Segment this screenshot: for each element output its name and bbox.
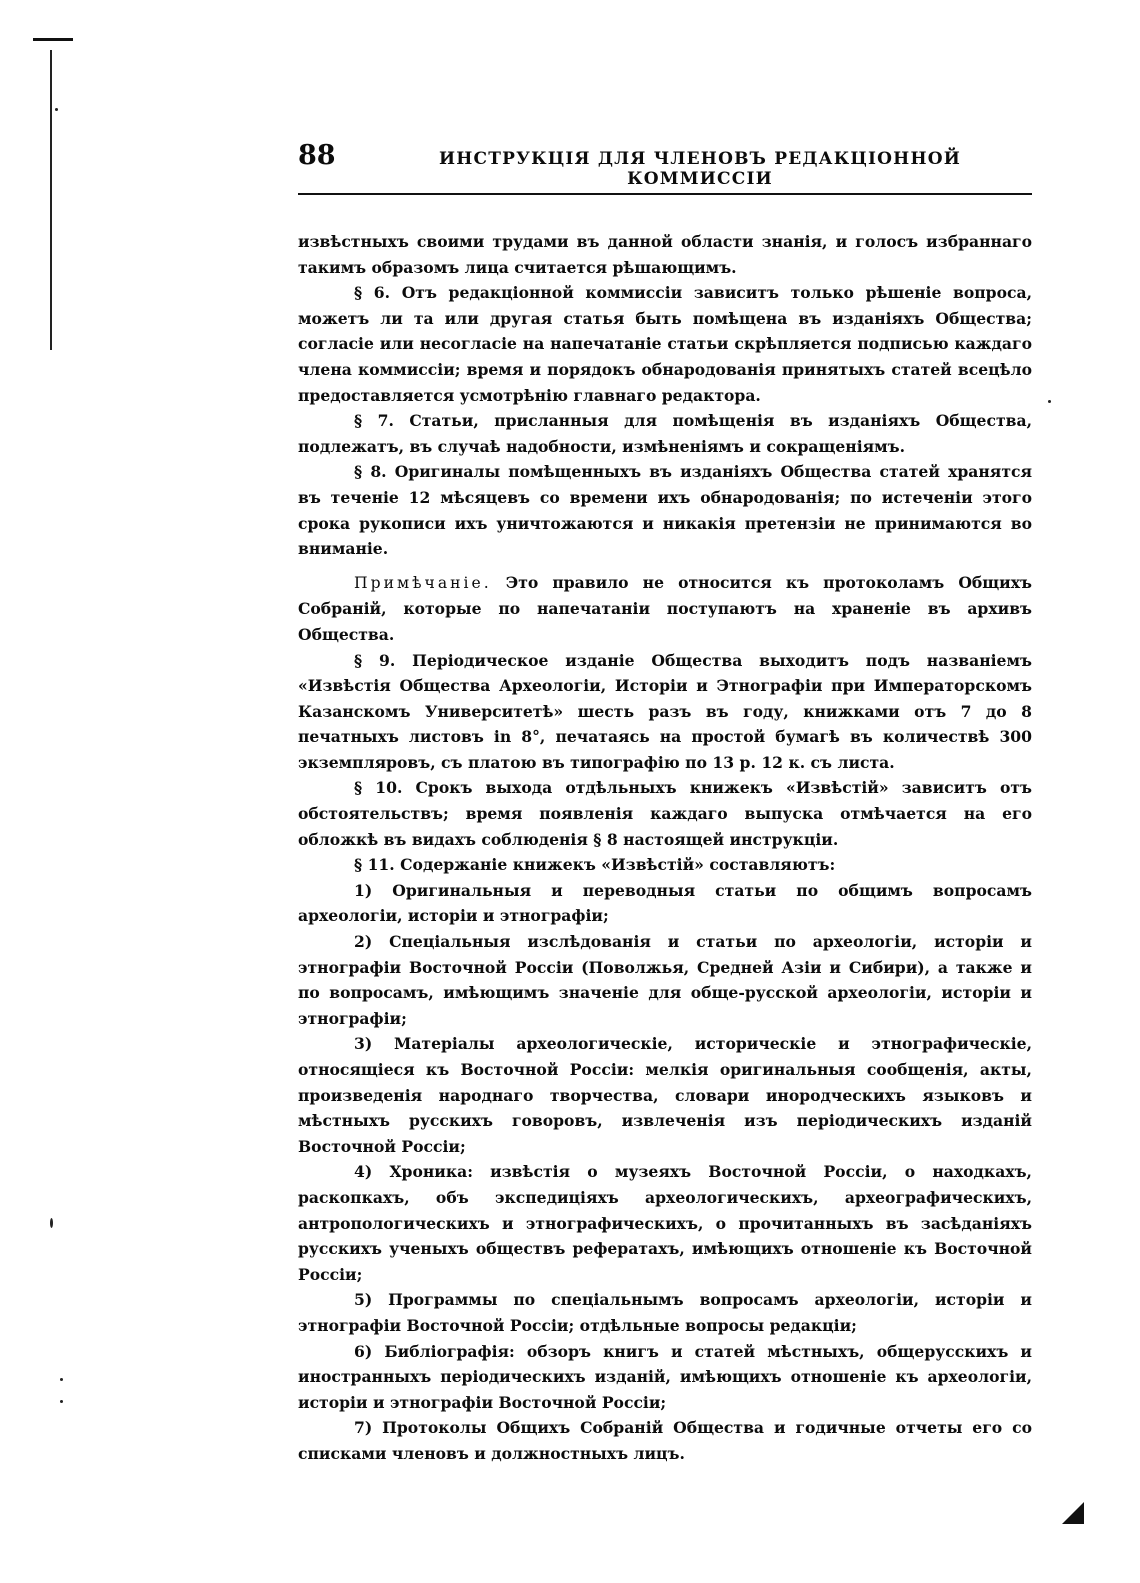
- paragraph-section-10: § 10. Срокъ выхода отдѣльныхъ книжекъ «Извѣстій» зависитъ отъ обстоятельствъ; время появленія каждаго выпуска отмѣчается на его обложкѣ въ видахъ соблюденія § 8 настоящей инструкціи.: [298, 778, 1032, 849]
- document-page: [298, 140, 1032, 1467]
- note-label: Примѣчаніе.: [354, 573, 492, 592]
- scan-speck: [60, 1378, 63, 1381]
- list-item-5: 5) Программы по спеціальнымъ вопросамъ археологіи, исторіи и этнографіи Восточной Россіи; отдѣльные вопросы редакціи;: [298, 1290, 1032, 1335]
- scan-speck: [1048, 400, 1051, 403]
- scan-speck: [55, 108, 58, 111]
- list-item-6: 6) Библіографія: обзоръ книгъ и статей мѣстныхъ, общерусскихъ и иностранныхъ періодическихъ изданій, имѣющихъ отношеніе къ археологіи, исторіи и этнографіи Восточной Россіи;: [298, 1341, 1032, 1412]
- scan-corner-mark: [1062, 1502, 1084, 1524]
- paragraph-section-6: § 6. Отъ редакціонной коммиссіи зависитъ только рѣшеніе вопроса, можетъ ли та или другая статья быть помѣщена въ изданіяхъ Общества; согласіе или несогласіе на напечатаніе статьи скрѣпляется подписью каждаго члена коммиссіи; время и порядокъ обнародованія принятыхъ статей всецѣло предоставляется усмотрѣнію главнаго редактора.: [298, 283, 1032, 405]
- note-text: Это правило не относится къ протоколамъ Общихъ Собраній, которые по напечатаніи поступаютъ на храненіе въ архивъ Общества.: [298, 572, 1032, 644]
- scan-edge-mark: [33, 38, 73, 41]
- paragraph-section-7: § 7. Статьи, присланныя для помѣщенія въ изданіяхъ Общества, подлежатъ, въ случаѣ надобности, измѣненіямъ и сокращеніямъ.: [298, 411, 1032, 456]
- list-item-3: 3) Матеріалы археологическіе, историческіе и этнографическіе, относящіеся къ Восточной Россіи: мелкія оригинальныя сообщенія, акты, произведенія народнаго творчества, словари инородческихъ языковъ и мѣстныхъ русскихъ говоровъ, извлеченія изъ періодическихъ изданій Восточной Россіи;: [298, 1034, 1032, 1156]
- paragraph-section-9: § 9. Періодическое изданіе Общества выходитъ подъ названіемъ «Извѣстія Общества Археологіи, Исторіи и Этнографіи при Императорскомъ Казанскомъ Университетѣ» шесть разъ въ году, книжками отъ 7 до 8 печатныхъ листовъ in 8°, печатаясь на простой бумагѣ въ количествѣ 300 экземпляровъ, съ платою въ типографію по 13 р. 12 к. съ листа.: [298, 650, 1032, 772]
- paragraph-section-8: § 8. Оригиналы помѣщенныхъ въ изданіяхъ Общества статей хранятся въ теченіе 12 мѣсяцевъ со времени ихъ обнародованія; по истеченіи этого срока рукописи ихъ уничтожаются и никакія претензіи не принимаются во вниманіе.: [298, 462, 1032, 559]
- list-item-1: 1) Оригинальныя и переводныя статьи по общимъ вопросамъ археологіи, исторіи и этнографіи;: [298, 880, 1032, 926]
- list-item-7: 7) Протоколы Общихъ Собраній Общества и годичные отчеты его со списками членовъ и должностныхъ лицъ.: [298, 1418, 1032, 1463]
- list-item-4: 4) Хроника: извѣстія о музеяхъ Восточной Россіи, о находкахъ, раскопкахъ, объ экспедиціяхъ археологическихъ, археографическихъ, антропологическихъ и этнографическихъ, о прочитанныхъ въ засѣданіяхъ русскихъ ученыхъ обществъ рефератахъ, имѣющихъ отношеніе къ Восточной Россіи;: [298, 1162, 1032, 1284]
- page-number: 88: [298, 140, 336, 171]
- running-title: ИНСТРУКЦІЯ ДЛЯ ЧЛЕНОВЪ РЕДАКЦІОННОЙ КОММИССІИ: [439, 149, 961, 189]
- paragraph-note: [298, 570, 1032, 648]
- scan-speck: [60, 1400, 63, 1403]
- list-item-2: 2) Спеціальныя изслѣдованія и статьи по археологіи, исторіи и этнографіи Восточной Россіи (Поволжья, Средней Азіи и Сибири), а также и по вопросамъ, имѣющимъ значеніе для обще-русской археологіи, исторіи и этнографіи;: [298, 932, 1032, 1028]
- paragraph-section-11: § 11. Содержаніе книжекъ «Извѣстій» составляютъ:: [354, 855, 836, 875]
- paragraph-continuation: извѣстныхъ своими трудами въ данной области знанія, и голосъ избраннаго такимъ образомъ лица считается рѣшающимъ.: [298, 232, 1032, 277]
- page-header: [298, 140, 1032, 195]
- body-text: [298, 229, 1032, 1467]
- scan-edge-line: [50, 50, 52, 350]
- scan-speck: [50, 1218, 53, 1228]
